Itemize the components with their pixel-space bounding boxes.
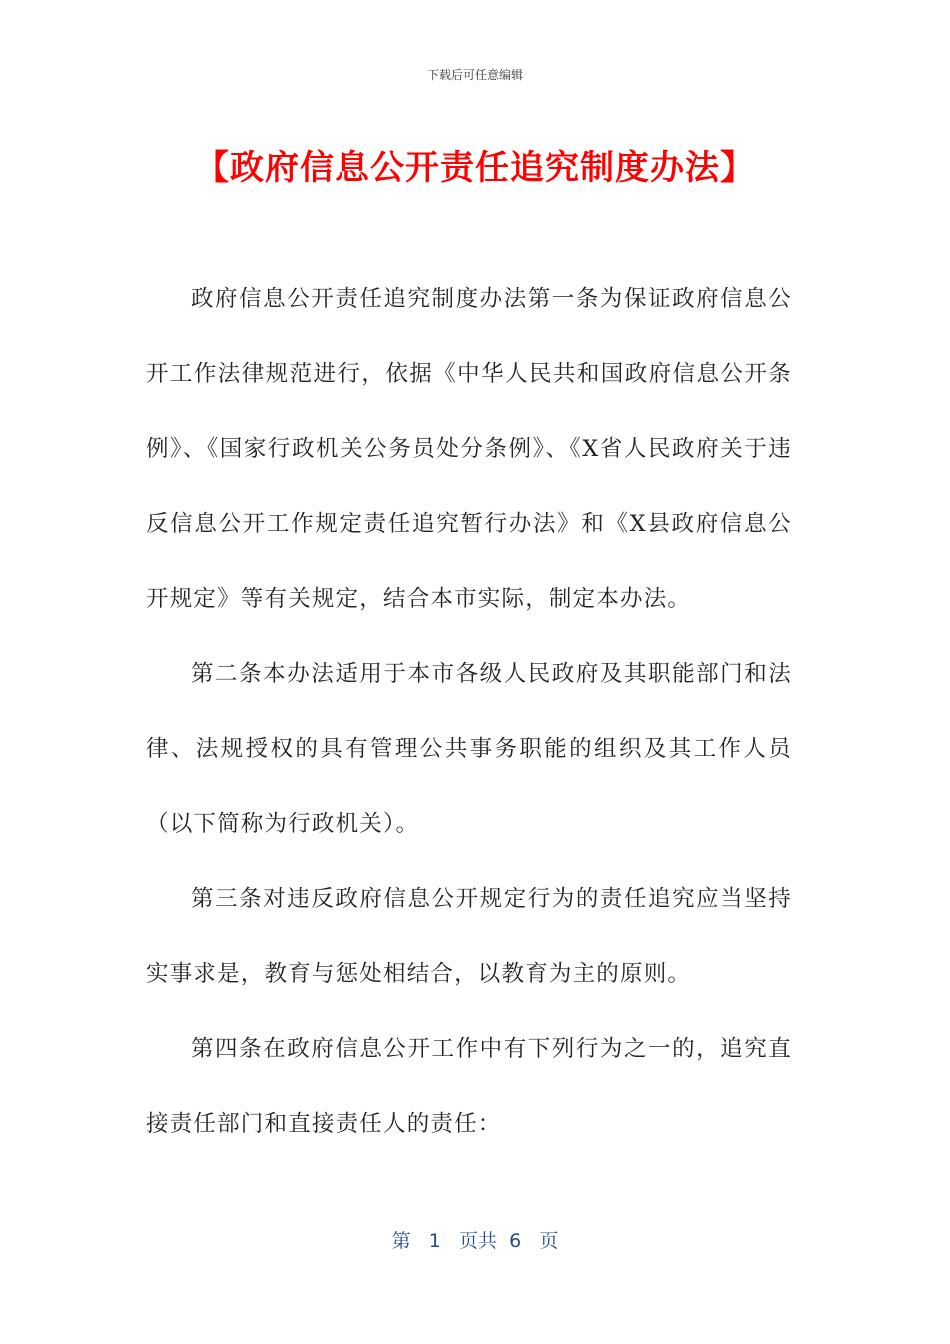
page-footer <box>0 1226 950 1253</box>
header-note: 下载后可任意编辑 <box>426 68 523 82</box>
footer-prefix: 第 <box>391 1230 411 1252</box>
document-title: 【政府信息公开责任追究制度办法】 <box>195 148 755 188</box>
paragraph-1: 政府信息公开责任追究制度办法第一条为保证政府信息公开工作法律规范进行，依据《中华人民共和国政府信息公开条例》、《国家行政机关公务员处分条例》、《X省人民政府关于违反信息公开工作规定责任追究暂行办法》和《X县政府信息公开规定》等有关规定，结合本市实际，制定本办法。 <box>146 286 792 612</box>
paragraph-4: 第四条在政府信息公开工作中有下列行为之一的，追究直接责任部门和直接责任人的责任： <box>146 1036 792 1137</box>
footer-current-page: 1 <box>428 1230 441 1252</box>
document-body <box>146 262 792 1162</box>
footer-total-pages: 6 <box>509 1230 522 1252</box>
footer-middle: 页共 <box>459 1230 498 1252</box>
paragraph-2: 第二条本办法适用于本市各级人民政府及其职能部门和法律、法规授权的具有管理公共事务职能的组织及其工作人员（以下简称为行政机关）。 <box>146 661 792 837</box>
paragraph-3: 第三条对违反政府信息公开规定行为的责任追究应当坚持实事求是，教育与惩处相结合，以教育为主的原则。 <box>146 886 792 987</box>
footer-suffix: 页 <box>539 1230 559 1252</box>
